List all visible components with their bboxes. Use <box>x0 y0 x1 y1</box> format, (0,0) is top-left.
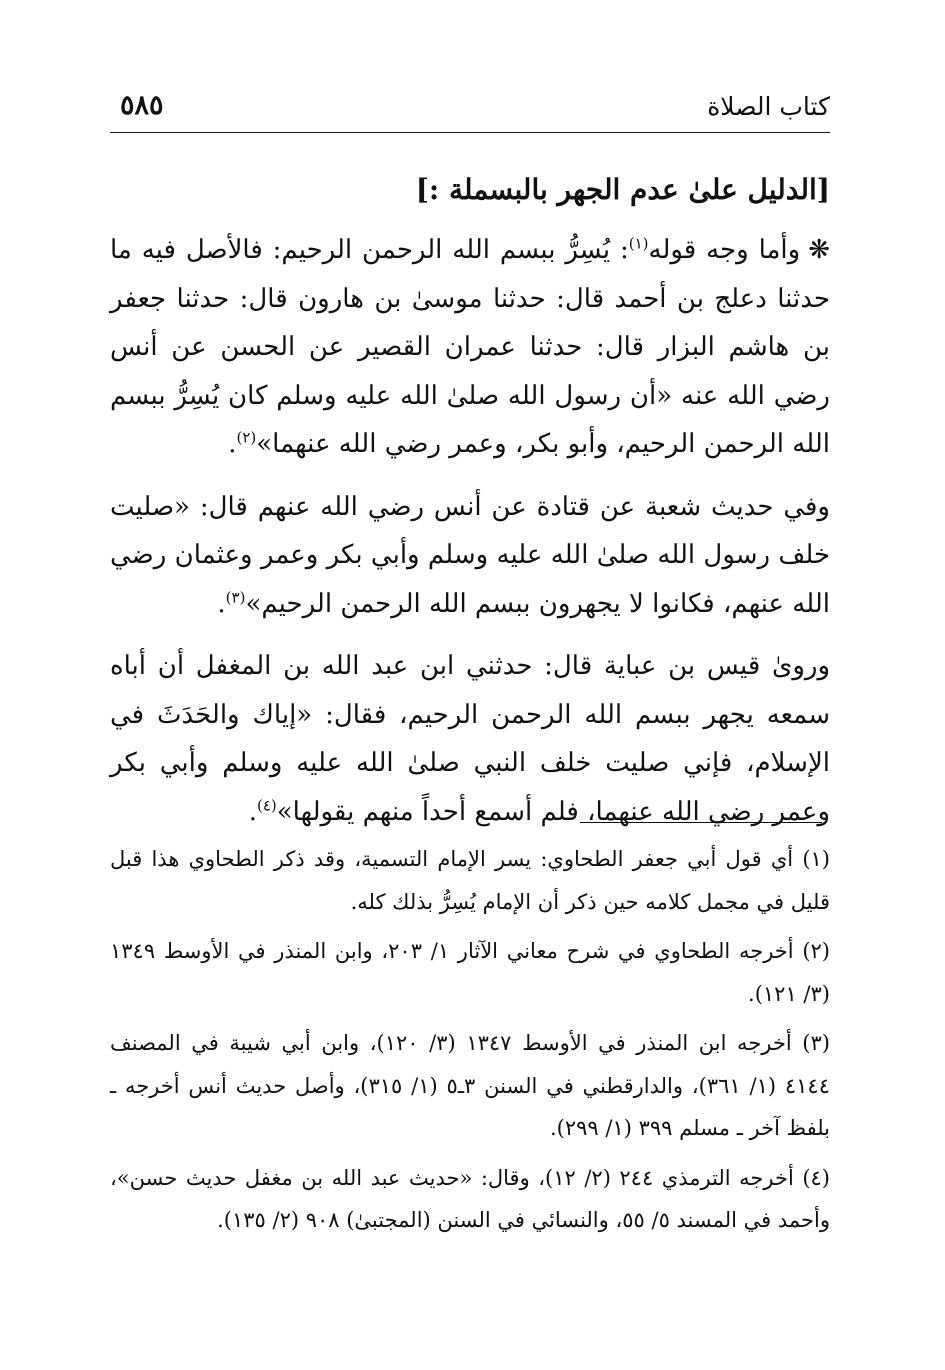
footnote-ref: (١) <box>628 234 649 253</box>
paragraph-end: . <box>228 429 237 459</box>
paragraph-text: : يُسِرُّ ببسم الله الرحمن الرحيم: فالأصل فيه ما حدثنا دعلج بن أحمد قال: حدثنا موسىٰ بن هارون قال: حدثنا جعفر بن هاشم البزار قال: حدثنا عمران القصير عن الحسن عن أنس رضي الله عنه «أن رسول الله صلىٰ الله عليه وسلم كان يُسِرُّ ببسم الله الرحمن الرحيم، وأبو بكر، وعمر رضي الله عنهما» <box>110 235 830 459</box>
section-title: [الدليل علىٰ عدم الجهر بالبسملة :] <box>415 173 830 206</box>
paragraph-text: وأما وجه قوله <box>648 235 801 265</box>
paragraph-2 <box>110 483 830 629</box>
paragraph-end: . <box>217 588 226 619</box>
paragraph-3 <box>110 642 830 836</box>
book-title: كتاب الصلاة <box>707 92 830 121</box>
footnote-ref: (٣) <box>225 587 246 606</box>
running-header <box>110 88 830 133</box>
star-ornament-icon: ❋ <box>808 235 830 265</box>
footnotes <box>110 838 830 1249</box>
paragraph-text: ورویٰ قيس بن عباية قال: حدثني ابن عبد الله بن المغفل أن أباه سمعه يجهر ببسم الله الرحمن الرحيم، فقال: «إياك والحَدَثَ في الإسلام، فإني صليت خلف النبي صلىٰ الله عليه وسلم وأبي بكر وعمر رضي الله عنهما، فلم أسمع أحداً منهم يقولها» <box>110 651 830 827</box>
footnote-ref: (٤) <box>256 795 277 814</box>
footnote-2: (٢) أخرجه الطحاوي في شرح معاني الآثار ١/ ٢٠٣، وابن المنذر في الأوسط ١٣٤٩ (٣/ ١٢١). <box>110 939 830 1006</box>
main-text <box>110 168 830 850</box>
footnote-ref: (٢) <box>236 428 257 447</box>
footnote-4: (٤) أخرجه الترمذي ٢٤٤ (٢/ ١٢)، وقال: «حديث عبد الله بن مغفل حديث حسن»، وأحمد في المسند ٥/ ٥٥، والنسائي في السنن (المجتبىٰ) ٩٠٨ (٢/ ١٣٥). <box>110 1165 830 1232</box>
page-number: ٥٨٥ <box>120 90 164 121</box>
footnote-1: (١) أي قول أبي جعفر الطحاوي: يسر الإمام التسمية، وقد ذكر الطحاوي هذا قبل قليل في مجمل كلامه حين ذكر أن الإمام يُسِرُّ بذلك كله. <box>110 847 830 914</box>
footnote-divider <box>580 822 822 823</box>
paragraph-text: وفي حديث شعبة عن قتادة عن أنس رضي الله عنهم قال: «صليت خلف رسول الله صلىٰ الله عليه وسلم وأبي بكر وعمر وعثمان رضي الله عنهم، فكانوا لا يجهرون ببسم الله الرحمن الرحيم» <box>110 491 830 619</box>
paragraph-end: . <box>248 796 257 827</box>
footnote-3: (٣) أخرجه ابن المنذر في الأوسط ١٣٤٧ (٣/ ١٢٠)، وابن أبي شيبة في المصنف ٤١٤٤ (١/ ٣٦١)، والدارقطني في السنن ٣ـ٥ (١/ ٣١٥)، وأصل حديث أنس أخرجه ـ بلفظ آخر ـ مسلم ٣٩٩ (١/ ٢٩٩). <box>110 1031 830 1140</box>
paragraph-1 <box>110 226 830 469</box>
